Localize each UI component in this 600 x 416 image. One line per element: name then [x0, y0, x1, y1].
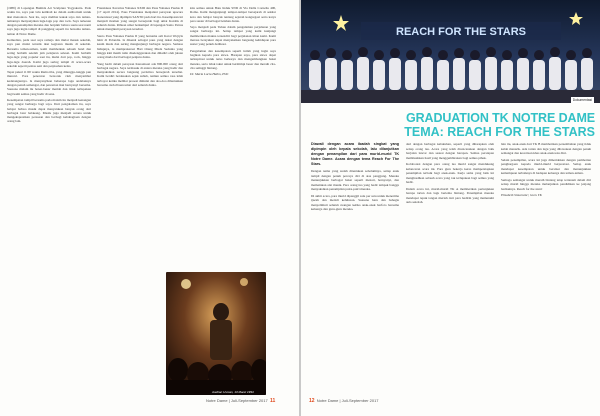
paragraph: Dengan nama yang sudah ditentukan sebelumnya, setiap anak tampil dengan penuh percaya diri di atas panggung. Mereka menunjukkan berbagai bakat seperti menari, bernyanyi, dan memainkan alat musik. Para orang tua yang hadir tampak bangga menyaksikan penampilan putra-putri mereka. — [311, 169, 399, 191]
left-column-1 — [7, 6, 91, 126]
left-page — [0, 0, 299, 416]
author-credit: Elisabeth Simarsoki | Guru TK — [501, 193, 542, 197]
paragraph: Semoga semangat untuk meraih bintang tetap tertanam dalam diri setiap murid hingga mereka melanjutkan pendidikan ke jenjang berikutnya. Reach for the stars! — [501, 177, 591, 191]
right-column-2 — [406, 142, 494, 207]
right-column-3 — [501, 142, 591, 200]
paragraph: (1989) di Lapangan Bumida Art Sculpture Yogyakarta. Pada waktu itu, saya pun lalu kembali ke dalam auditorium untuk ikut menonton. Saat itu, saya melihat kakak saya dan teman-temannya menyanyikan lagu-lagu pop dan rock. Saya terkesan dengan penampilan mereka dan berpikir bahwa suatu saat nanti saya juga ingin tampil di panggung seperti itu bersama teman-teman di Notre Dame. — [7, 6, 91, 36]
paragraph: Saya menjadi pada Tuhan dalam pengalaman perjalanan yang sangat berharga ini. Setiap tempat yang kami kunjungi memberikan makna tersendiri bagi perjalanan iman kami. Kami merasa bersyukur dapat menyaksikan langsung kehidupan para suster yang penuh dedikasi. — [190, 25, 276, 47]
paragraph: Kesempatan tampil bersama pada malam itu menjadi kenangan yang sangat berharga bagi saya. Dari pengalaman itu, saya belajar bahwa musik dapat menyatukan banyak orang dari berbagai latar belakang. Musik juga menjadi sarana untuk mengekspresikan perasaan dan berbagi kebahagiaan dengan orang lain. — [7, 97, 91, 124]
paragraph: Fransiskus Xaverius Yohanes XXIII dan Paus Yohanes Paulus II (17 April 2014). Paus Fransiskus menjalani perayaan upacara Kanonisasi yang dipimpin SANTO pada hari itu. Kesempatan ini menjadi momen yang sangat bersejarah bagi umat Katolik di seluruh dunia. Ribuan umat berkumpul di lapangan Santo Petrus untuk mengikuti perayaan tersebut. — [97, 6, 183, 32]
paragraph: Tepat pukul 11:00 waktu Rama tiba, yang ditunggu-tunggu pun muncul. Para penonton bersorak riuh menyambut kedatangannya. Ia menyanyikan beberapa lagu andalannya dengan penuh semangat, dan penonton ikut bernyanyi bersama. Suasana malam itu benar-benar meriah dan tidak terlupakan bagi kami semua yang hadir di sana. — [7, 70, 91, 96]
concert-photo — [166, 272, 266, 395]
photo-caption: Audrian Usman, 13 Maret 1994 — [212, 390, 254, 394]
left-footer — [206, 398, 275, 404]
right-column-1 — [311, 142, 399, 214]
paragraph: kita semua untuk Batu Induk SND di Via Della Cornelia 400, Roma. Kami mengunjungi tempat-tempat bersejarah di sekitar kota dan belajar banyak tentang sejarah kongregasi serta karya para suster di berbagai belahan dunia. — [190, 6, 276, 23]
paragraph: Santo Paus Yohanes Paulus II yang bernama asli Karol Wojtyla lahir di Polandia. Ia dikenal sebagai paus yang dekat dengan kaum muda dan sering mengunjungi berbagai negara. Semasa hidupnya, ia memprakarsai Hari Orang Muda Sedunia yang hingga kini masih rutin diselenggarakan dan dihadiri oleh jutaan orang muda dari berbagai penjuru dunia. — [97, 33, 183, 60]
page-number: 12 — [309, 398, 315, 404]
paragraph: Selain penampilan, acara ini juga dimeriahkan dengan pemberian penghargaan kepada murid-murid berprestasi. Setiap anak mendapat kesempatan untuk bersinar dan menunjukkan kemampuan terbaiknya di hadapan keluarga dan teman-teman. — [501, 157, 591, 175]
paragraph: Kemudian, pada saat saya remaja dan mulai masuk sekolah, saya pun mulai tertarik ikut kegiatan musik di sekolah. Bersama teman-teman, kami membentuk sebuah band dan sering berlatih setelah jam pelajaran selesai. Kami berlatih lagu-lagu yang populer saat itu, mulai dari pop, rock, hingga lagu-lagu daerah. Kami juga sering tampil di acara-acara sekolah seperti pentas seni dan perpisahan kelas. — [7, 38, 91, 68]
paragraph: lain itu, anak-anak dari TK B memberikan persembahan yang tidak kalah menarik. Ada tarian dan lagu yang dibawakan dengan penuh semangat dan keceriaan khas anak-anak usia dini. — [501, 142, 591, 155]
left-column-3 — [190, 6, 276, 78]
lead-paragraph: Diawali dengan acara ibadah singkat yang dipimpin oleh kepala sekolah, lalu dilanjutkan dengan penampilan dari para murid-murid TK Notre Dame. Acara dengan tema Reach For The Stars. — [311, 142, 399, 166]
right-footer — [309, 398, 379, 404]
paragraph: Yang hadir dalam perayaan Kanonisasi ada 800.000 orang dari berbagai negara. Saya termasuk di antara mereka yang hadir dan menyaksikan secara langsung peristiwa bersejarah tersebut. Kami berdiri berdesakan sejak subuh, namun semua rasa lelah terbayar ketika melihat prosesi dimulai dan doa-doa dilantunkan bersama oleh ribuan umat dari seluruh dunia. — [97, 61, 183, 88]
paragraph: Kolaborasi dengan para orang tua murid sangat mendukung kelancaran acara ini. Para guru bekerja keras mempersiapkan penampilan terbaik bagi anak-anak. Kerja sama yang baik ini menghasilkan sebuah acara yang tak terlupakan bagi semua yang hadir. — [406, 162, 494, 184]
page-number: 11 — [269, 398, 276, 404]
graduation-photo-image — [301, 0, 600, 103]
footer-publication: Notre Dame | Juli-September 2017 — [206, 398, 268, 403]
photo-caption: Dokumentasi — [572, 98, 592, 102]
article-subtitle: TEMA: REACH FOR THE STARS — [404, 125, 595, 139]
left-column-2 — [97, 6, 183, 89]
author-credit: Dr. Maria Lucia Halim, PhD — [190, 72, 229, 77]
graduation-photo — [301, 0, 600, 103]
right-page — [301, 0, 600, 416]
paragraph: Pengalaman dan kesempatan seperti inilah yang ingin saya bagikan kepada para siswa. Harapan saya, para siswa dapat terinspirasi untuk terus berkarya dan mengembangkan bakat mereka, serta tidak takut untuk bermimpi besar dan meraih cita-cita setinggi bintang. — [190, 48, 276, 70]
article-title: GRADUATION TK NOTRE DAME — [405, 111, 595, 125]
paragraph: Di akhir acara, para murid dipanggil satu per satu untuk menerima ijazah dan medali kelulusan. Suasana haru dan bahagia menyelimuti seluruh ruangan ketika anak-anak berfoto bersama keluarga dan guru-guru mereka. — [311, 193, 399, 211]
footer-publication: Notre Dame | Juli-September 2017 — [316, 398, 379, 403]
paragraph: dari dengan berbagai kebutuhan, seperti yang diharapkan oleh setiap orang tua. Acara yang telah direncanakan dengan baik berjalan lancar dan sesuai dengan harapan. Semua persiapan membuahkan hasil yang menggembirakan bagi semua pihak. — [406, 142, 494, 160]
concert-photo-image — [166, 272, 266, 395]
paragraph: Dalam acara ini, murid-murid TK A memberikan pertunjukan berupa tarian dan lagu bertema bintang. Penampilan mereka mendapat tepuk tangan meriah dari para hadirin yang memenuhi aula sekolah. — [406, 186, 494, 204]
svg-text:REACH FOR THE STARS: REACH FOR THE STARS — [396, 26, 526, 38]
